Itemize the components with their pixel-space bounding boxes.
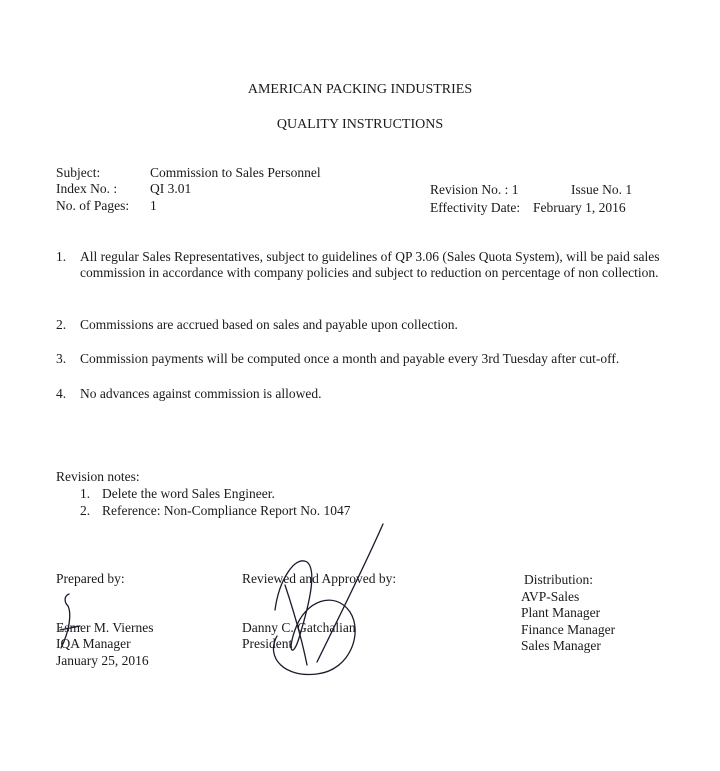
revision-note-text: Delete the word Sales Engineer. [102,486,275,501]
revision-note-number: 2. [80,503,91,518]
instruction-text: Commissions are accrued based on sales and payable upon collection. [80,317,458,332]
distribution-item: AVP-Sales [521,589,580,604]
reviewer-name: Danny C. Gatchalian [242,620,356,635]
instruction-number: 2. [56,317,67,332]
issue-number: Issue No. 1 [571,182,633,197]
reviewer-role: President [242,636,293,651]
instruction-item [56,351,676,367]
revision-note-number: 1. [80,486,91,501]
instruction-text: All regular Sales Representatives, subject to guidelines of QP 3.06 (Sales Quota System), will be paid sales commission in accordance with company policies and subject to reduction on percentage of non collection. [80,249,660,280]
instruction-number: 3. [56,351,67,366]
revision-number: Revision No. : 1 [430,182,519,197]
pages-label: No. of Pages: [56,198,130,213]
instruction-text: No advances against commission is allowed. [80,386,322,401]
preparer-date: January 25, 2016 [56,653,149,668]
distribution-item: Finance Manager [521,622,616,637]
revision-notes-heading: Revision notes: [56,469,140,484]
effectivity-label: Effectivity Date: [430,200,521,215]
pages-value: 1 [150,198,157,213]
company-name: AMERICAN PACKING INDUSTRIES [247,82,473,97]
instruction-item [56,386,676,402]
index-value: QI 3.01 [150,181,192,196]
prepared-by-label: Prepared by: [56,571,125,586]
instruction-number: 4. [56,386,67,401]
distribution-item: Plant Manager [521,605,601,620]
subject-label: Subject: [56,165,101,180]
document-title: QUALITY INSTRUCTIONS [276,117,444,132]
instruction-text: Commission payments will be computed once a month and payable every 3rd Tuesday after cut-off. [80,351,620,366]
preparer-role: IQA Manager [56,636,131,651]
effectivity-date: February 1, 2016 [533,200,626,215]
revision-note-text: Reference: Non-Compliance Report No. 1047 [102,503,351,518]
reviewed-by-label: Reviewed and Approved by: [242,571,397,586]
instruction-number: 1. [56,249,67,264]
index-label: Index No. : [56,181,118,196]
instruction-item [56,317,676,333]
instruction-item [56,249,676,299]
distribution-item: Sales Manager [521,638,601,653]
preparer-name: Esmer M. Viernes [56,620,154,635]
reviewer-signature [255,520,405,690]
distribution-label: Distribution: [524,572,594,587]
subject-value: Commission to Sales Personnel [150,165,321,180]
